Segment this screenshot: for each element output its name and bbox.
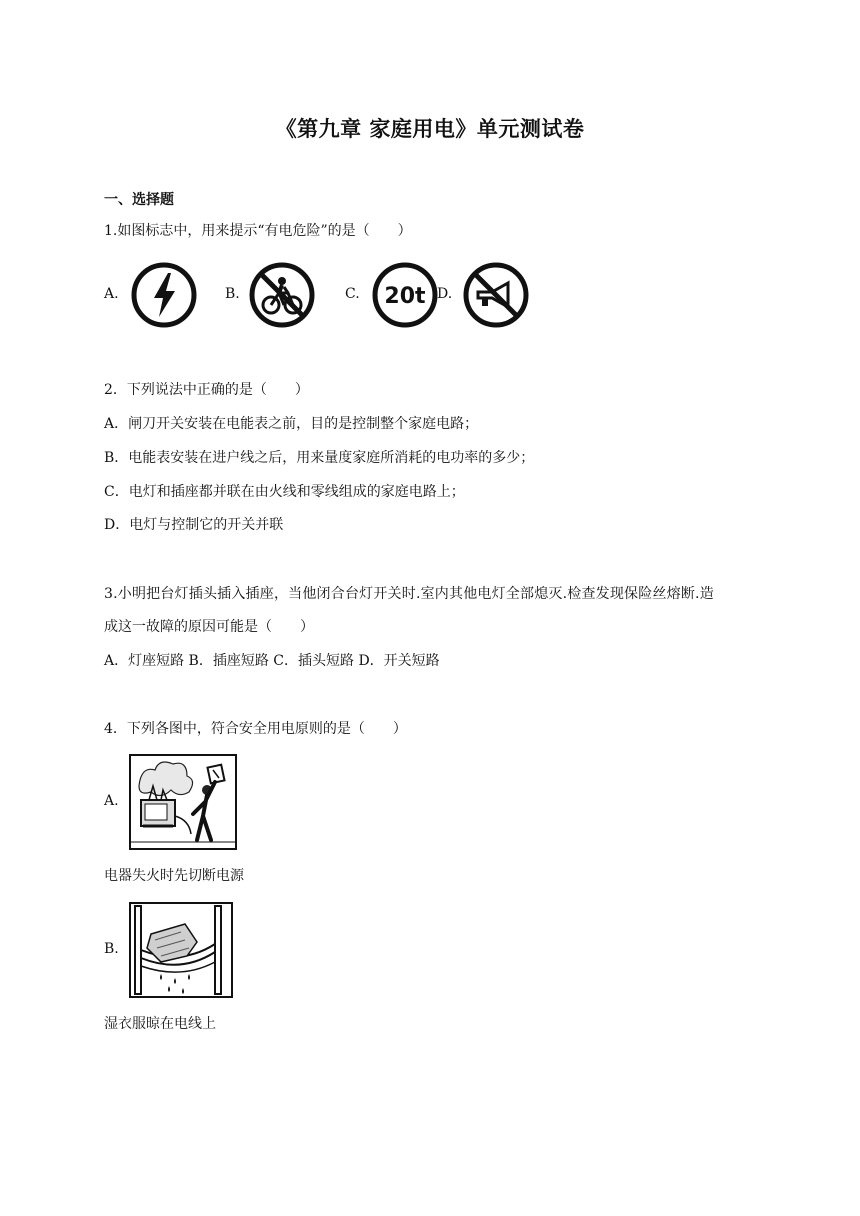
q4-option-a-label: A. (104, 793, 119, 809)
q2-option-c: C．电灯和插座都并联在由火线和零线组成的家庭电路上； (104, 484, 465, 500)
no-bicycle-sign-icon (248, 261, 316, 329)
q2-stem: 2．下列说法中正确的是（ ） (104, 382, 309, 398)
weight-limit-text: 20t (384, 284, 426, 309)
wet-clothes-on-wire-illustration (129, 902, 233, 998)
q1-option-d-label: D. (437, 286, 453, 302)
lightning-sign-icon (130, 261, 198, 329)
q1-option-b-label: B. (225, 286, 240, 302)
q2-option-d: D．电灯与控制它的开关并联 (104, 517, 284, 533)
weight-limit-sign-icon (371, 261, 439, 329)
cut-power-fire-illustration (129, 754, 237, 850)
q3-options: A．灯座短路 B．插座短路 C．插头短路 D．开关短路 (104, 653, 440, 669)
q1-stem: 1.如图标志中，用来提示“有电危险”的是（ ） (104, 223, 412, 239)
q4-option-b-caption: 湿衣服晾在电线上 (104, 1016, 216, 1032)
q2-option-b: B．电能表安装在进户线之后，用来量度家庭所消耗的电功率的多少； (104, 450, 535, 466)
q1-option-c-label: C. (345, 286, 360, 302)
q4-stem: 4．下列各图中，符合安全用电原则的是（ ） (104, 721, 407, 737)
q1-option-a-label: A. (104, 286, 119, 302)
q4-option-b-label: B. (104, 941, 119, 957)
q3-stem-line1: 3.小明把台灯插头插入插座，当他闭合台灯开关时.室内其他电灯全部熄灭.检查发现保险丝熔断.造 (104, 586, 714, 602)
q4-option-a-caption: 电器失火时先切断电源 (104, 868, 244, 884)
section-heading: 一、选择题 (104, 192, 174, 208)
q2-option-a: A．闸刀开关安装在电能表之前，目的是控制整个家庭电路； (104, 416, 479, 432)
page-title: 《第九章 家庭用电》单元测试卷 (275, 116, 585, 141)
q3-stem-line2: 成这一故障的原因可能是（ ） (104, 619, 314, 635)
no-horn-sign-icon (462, 261, 530, 329)
